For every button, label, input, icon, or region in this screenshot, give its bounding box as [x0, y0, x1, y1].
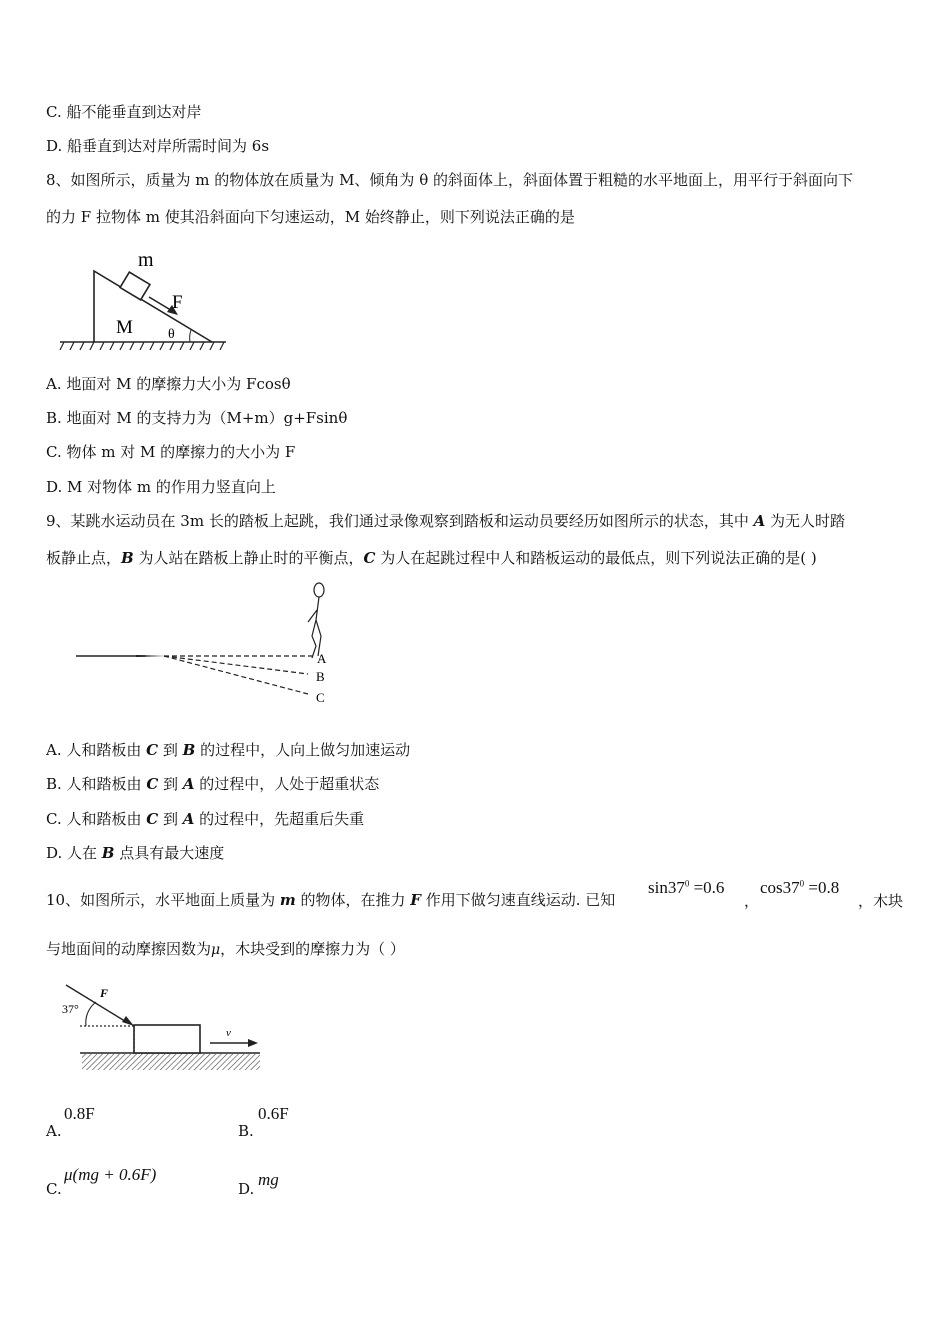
q10-stem-end: ，木块	[858, 892, 904, 910]
q9-stem-line1: 9、某跳水运动员在 3m 长的踏板上起跳，我们通过录像观察到踏板和运动员要经历如图所示的状态，其中 A 为无人时踏	[46, 512, 846, 530]
q10-option-b-label: B.	[238, 1122, 254, 1140]
q8-option-a: A. 地面对 M 的摩擦力大小为 Fcosθ	[46, 375, 291, 393]
q9-stem-line2: 板静止点，B 为人站在踏板上静止时的平衡点，C 为人在起跳过程中人和踏板运动的最低点，则下列说法正确的是( )	[46, 549, 817, 567]
label-A: A	[317, 651, 327, 666]
block-m	[120, 272, 150, 300]
label-B: B	[316, 669, 325, 684]
q9-option-a: A. 人和踏板由 C 到 B 的过程中，人向上做匀加速运动	[46, 741, 411, 759]
q7-option-d: D. 船垂直到达对岸所需时间为 6s	[46, 137, 270, 155]
q10-push-figure	[60, 983, 260, 1073]
label-37deg: 37°	[62, 1002, 79, 1016]
q8-option-b: B. 地面对 M 的支持力为（M+m）g+Fsinθ	[46, 409, 348, 427]
q10-option-d-label: D.	[238, 1180, 255, 1198]
q10-option-c-label: C.	[46, 1180, 62, 1198]
q10-option-d-math: mg	[258, 1170, 279, 1189]
label-C: C	[316, 690, 325, 705]
q10-option-b-math: 0.6F	[258, 1104, 289, 1123]
wooden-block	[134, 1025, 200, 1053]
q8-stem-line1: 8、如图所示，质量为 m 的物体放在质量为 M、倾角为 θ 的斜面体上，斜面体置于粗糙的水平地面上，用平行于斜面向下	[46, 171, 854, 189]
q9-option-d: D. 人在 B 点具有最大速度	[46, 844, 225, 862]
q8-option-d: D. M 对物体 m 的作用力竖直向上	[46, 478, 276, 496]
q10-stem-line2: 与地面间的动摩擦因数为μ，木块受到的摩擦力为（ ）	[46, 940, 405, 958]
label-F: F	[100, 986, 109, 1000]
q8-stem-line2: 的力 F 拉物体 m 使其沿斜面向下匀速运动，M 始终静止，则下列说法正确的是	[46, 208, 575, 226]
diver-head	[314, 583, 324, 597]
q10-option-a-math: 0.8F	[64, 1104, 95, 1123]
q10-option-c-math: μ(mg + 0.6F)	[64, 1165, 157, 1184]
q9-option-b: B. 人和踏板由 C 到 A 的过程中，人处于超重状态	[46, 775, 380, 793]
q10-stem-line1: 10、如图所示，水平地面上质量为 m 的物体，在推力 F 作用下做匀速直线运动. 已知	[46, 891, 616, 909]
q8-incline-figure	[56, 245, 236, 355]
label-M: M	[116, 317, 133, 338]
q8-option-c: C. 物体 m 对 M 的摩擦力的大小为 F	[46, 443, 296, 461]
q9-option-c: C. 人和踏板由 C 到 A 的过程中，先超重后失重	[46, 810, 365, 828]
q10-comma: ，	[744, 892, 760, 910]
label-theta: θ	[168, 327, 175, 342]
q10-cos-value: $\cos 37^0 =0.8$	[760, 878, 840, 897]
q10-option-a-label: A.	[46, 1122, 62, 1140]
label-m: m	[138, 249, 154, 271]
label-F: F	[172, 292, 183, 313]
incline-wedge	[94, 271, 212, 342]
label-v: v	[226, 1027, 231, 1039]
q10-sin-value: $\sin 37^0 =0.6$	[648, 878, 725, 897]
q7-option-c: C. 船不能垂直到达对岸	[46, 103, 202, 121]
q9-diving-board-figure	[76, 578, 346, 708]
